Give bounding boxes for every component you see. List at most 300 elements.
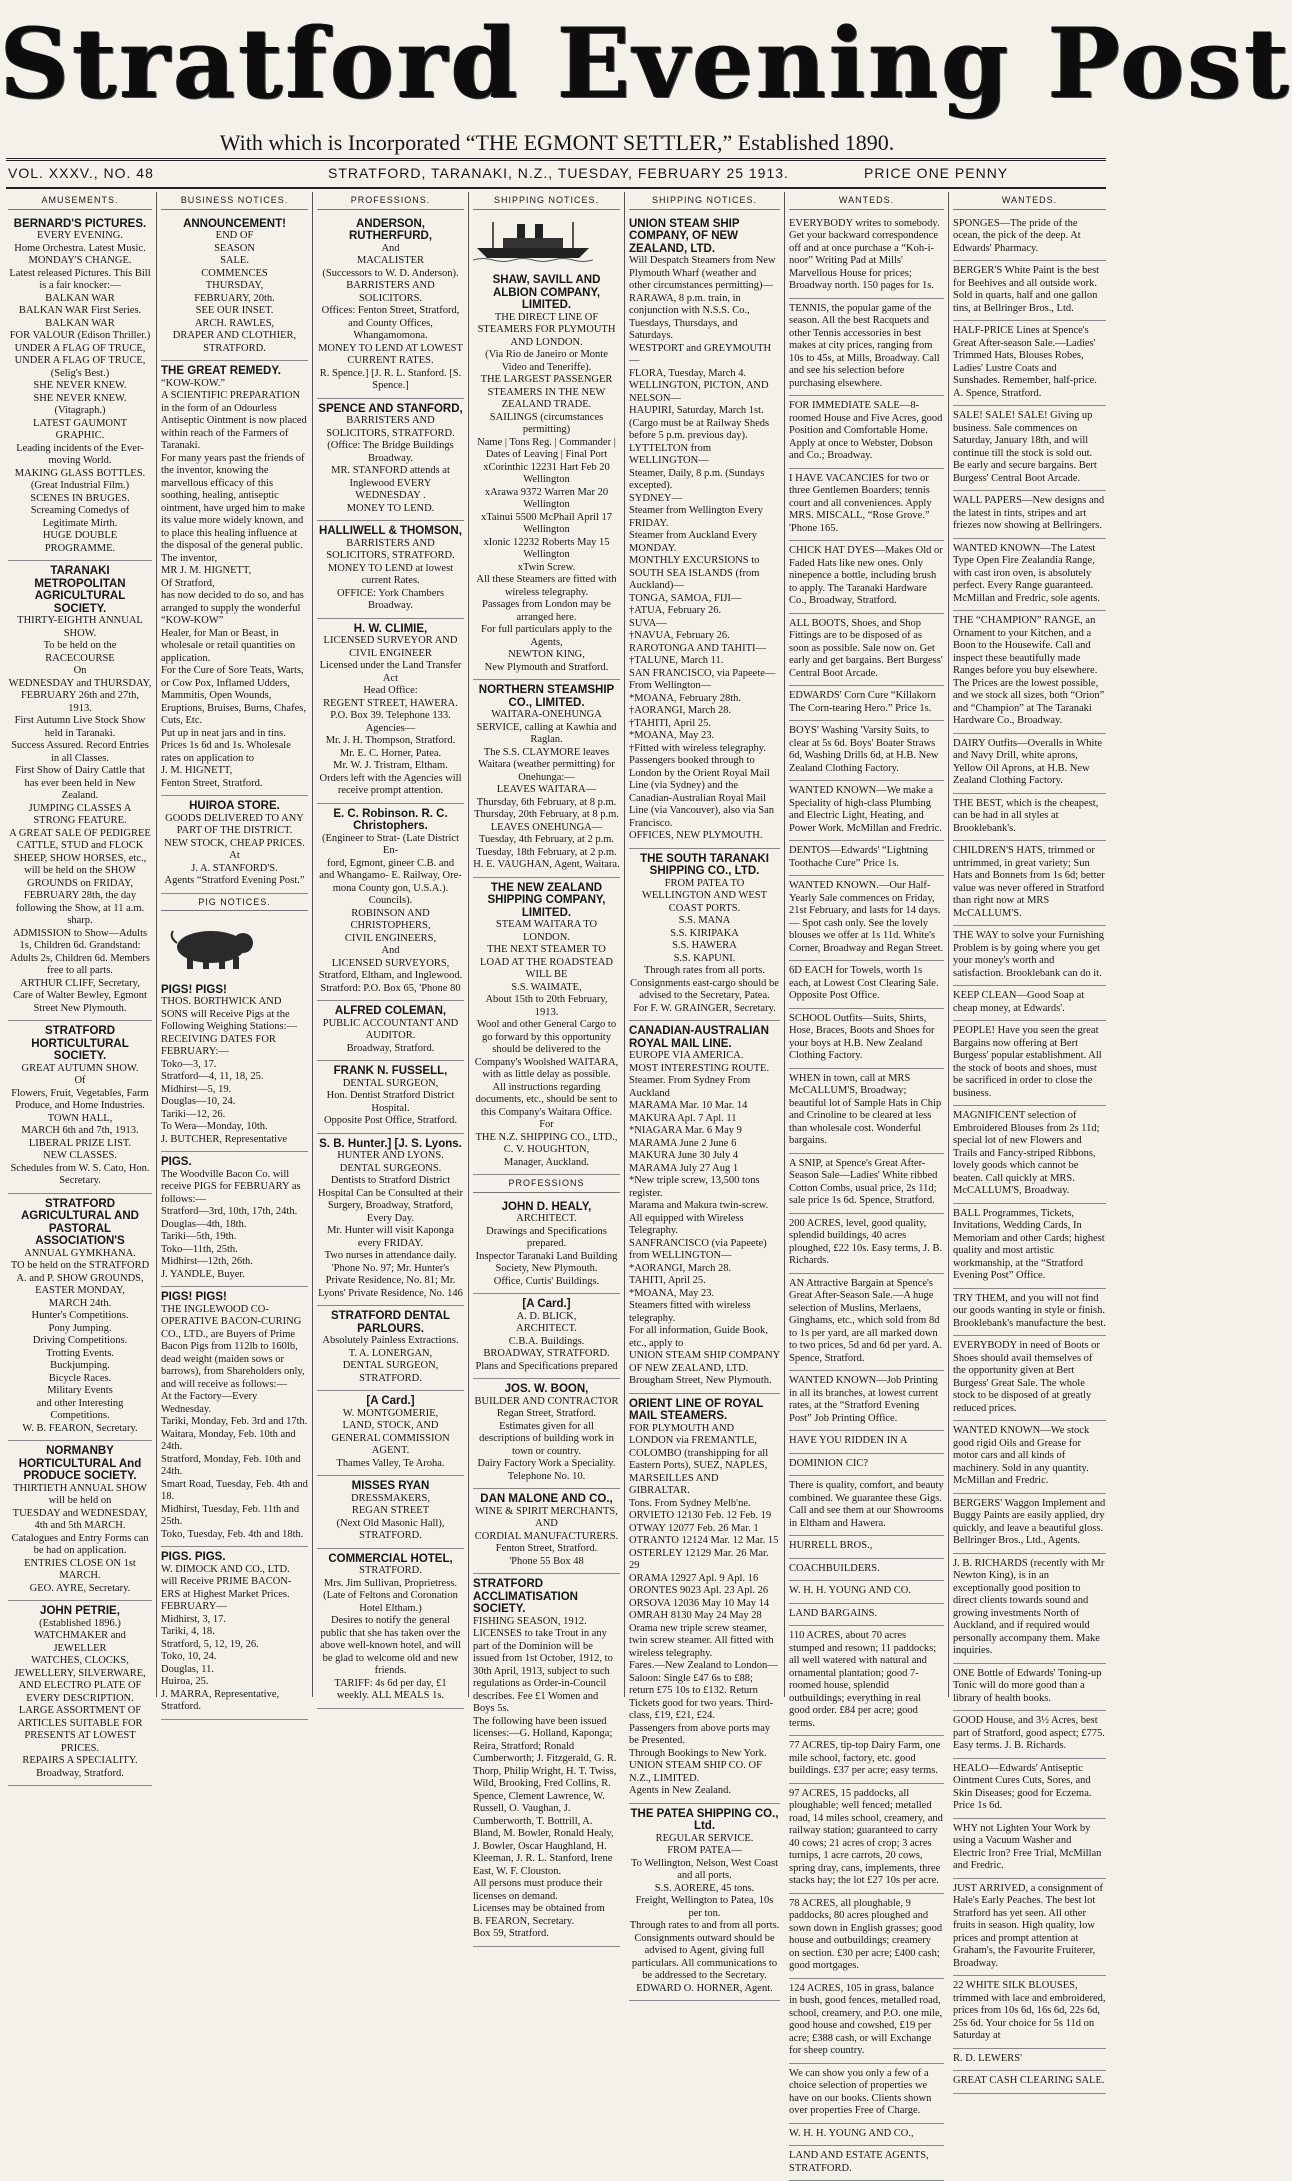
wanted-item: DOMINION CIC? xyxy=(789,1454,944,1477)
ad-line: S. B. Hunter.] [J. S. Lyons. xyxy=(317,1138,464,1151)
wanted-item: R. D. LEWERS' xyxy=(953,2049,1106,2072)
wanted-item: THE “CHAMPION” RANGE, an Ornament to your Kitchen, and a Boon to the Housewife. Call and inspect these beautifully made Ranges before you buy elsewhere. The Prices are the lowest possible, and we stock all sizes, both “Orion” and “Champion” at The Taranaki Hardware Co., Broadway. xyxy=(953,611,1106,734)
ad-john-petrie xyxy=(8,1601,152,1786)
ad-line: STRATFORD. xyxy=(317,1565,464,1578)
ad-line: †NAVUA, February 26. xyxy=(629,630,780,643)
masthead-rule xyxy=(6,158,1106,161)
ad-line: Toko—11th, 25th. xyxy=(161,1244,308,1257)
ad-line: Dentists to Stratford District Hospital Can be Consulted at their Surgery, Broadway, Stratford, Every Day. xyxy=(317,1175,464,1225)
professions-header: PROFESSIONS xyxy=(473,1177,620,1193)
ad-line: J. YANDLE, Buyer. xyxy=(161,1269,308,1282)
ad-horticultural-show xyxy=(8,1021,152,1194)
ad-line: Thames Valley, Te Aroha. xyxy=(317,1458,464,1471)
ad-line: OFFICES, NEW PLYMOUTH. xyxy=(629,830,780,843)
ad-line: LEAVES ONEHUNGA— xyxy=(473,822,620,835)
ad-line: Tuesday, 18th February, at 2 p.m. xyxy=(473,847,620,860)
ad-line: MARCH 6th and 7th, 1913. xyxy=(8,1125,152,1138)
ad-line: WELLINGTON, PICTON, AND NELSON— xyxy=(629,380,780,405)
ad-line: NEWTON KING, xyxy=(473,649,620,662)
ad-line: For xyxy=(473,1119,620,1132)
ad-anderson-rutherfurd xyxy=(317,214,464,399)
ad-line: MONEY TO LEND at lowest current Rates. xyxy=(317,563,464,588)
ad-line: CANADIAN-AUSTRALIAN ROYAL MAIL LINE. xyxy=(629,1025,780,1050)
ad-line: Orama new triple screw steamer, twin screw steamer. All fitted with wireless telegraphy. xyxy=(629,1623,780,1661)
ad-line: Toko, 10, 24. xyxy=(161,1651,308,1664)
ad-line: THE NEXT STEAMER TO LOAD AT THE ROADSTEAD WILL BE xyxy=(473,944,620,982)
wanted-item: PEOPLE! Have you seen the great Bargains now offering at Bert Burgess' popular establishment. All the stock of boots and shoes, must be sacrificed in order to close the business. xyxy=(953,1021,1106,1106)
ad-line: J. M. HIGNETT, xyxy=(161,765,308,778)
ad-misses-ryan xyxy=(317,1476,464,1549)
ad-line: THE NEW ZEALAND SHIPPING COMPANY, LIMITED. xyxy=(473,882,620,920)
wanted-item: ALL BOOTS, Shoes, and Shop Fittings are to be disposed of as soon as possible. Sale now on. Get early and get bargains. Bert Burgess' Central Boot Arcade. xyxy=(789,614,944,687)
ad-line: Smart Road, Tuesday, Feb. 4th and 18. xyxy=(161,1479,308,1504)
wanted-item: WANTED KNOWN.—Our Half-Yearly Sale commences on Friday, 21st February, and lasts for 14 days.— Spot cash only. See the lovely blouses we offer at 1s 11d. White's Corner, Broadway and Regan Street. xyxy=(789,876,944,961)
wanted-item: BERGER'S White Paint is the best for Beehives and all outside work. Sold in quarts, half and one gallon tins, at Bellringer Bros., Ltd. xyxy=(953,261,1106,321)
ad-line: DENTAL SURGEONS. xyxy=(317,1163,464,1176)
ad-line: MISSES RYAN xyxy=(317,1480,464,1493)
ad-line: A. D. BLICK, xyxy=(473,1311,620,1324)
wanted-item: BOYS' Washing 'Varsity Suits, to clear at 5s 6d. Boys' Boater Straws 6d, Washing Drills 6d, at H.B. New Zealand Clothing Factory. xyxy=(789,721,944,781)
wanted-item: DAIRY Outfits—Overalls in White and Navy Drill, white aprons, Yellow Oil Aprons, at H.B. New Zealand Clothing Factory. xyxy=(953,734,1106,794)
ad-line: Douglas—10, 24. xyxy=(161,1096,308,1109)
ad-line: SEE OUR INSET. xyxy=(161,305,308,318)
masthead xyxy=(0,0,1114,160)
ad-line: C.B.A. Buildings. xyxy=(473,1336,620,1349)
ad-line: TO be held on the STRATFORD A. and P. SHOW GROUNDS, xyxy=(8,1260,152,1285)
ad-line: NORTHERN STEAMSHIP CO., LIMITED. xyxy=(473,684,620,709)
ad-line: MARAMA July 27 Aug 1 xyxy=(629,1163,780,1176)
wanted-item: SPONGES—The pride of the ocean, the pick of the deep. At Edwards' Pharmacy. xyxy=(953,214,1106,262)
column-header: AMUSEMENTS. xyxy=(8,194,152,210)
ad-line: TARANAKI METROPOLITAN AGRICULTURAL SOCIETY. xyxy=(8,565,152,615)
ad-line: ORONTES 9023 Apl. 23 Apl. 26 xyxy=(629,1585,780,1598)
ad-line: Success Assured. Record Entries in all Classes. xyxy=(8,740,152,765)
ad-south-taranaki xyxy=(629,849,780,1022)
ad-line: MONTHLY EXCURSIONS to SOUTH SEA ISLANDS (from Auckland)— xyxy=(629,555,780,593)
ad-line: Broadway, Stratford. xyxy=(8,1768,152,1781)
ad-line: PIGS. PIGS. xyxy=(161,1551,308,1564)
ad-line: All equipped with Wireless Telegraphy. xyxy=(629,1213,780,1238)
ad-line: Screaming Comedys of Legitimate Mirth. xyxy=(8,505,152,530)
ad-line: (Next Old Masonic Hall), xyxy=(317,1518,464,1531)
ad-line: FEBRUARY— xyxy=(161,1601,308,1614)
ad-line: ROBINSON AND CHRISTOPHERS, xyxy=(317,908,464,933)
wanted-item: J. B. RICHARDS (recently with Mr Newton King), is in an exceptionally good position to direct clients towards sound and growing investments North of Auckland, and if required would personally accompany them. Make inquiries. xyxy=(953,1554,1106,1664)
ad-line: UNION STEAM SHIP COMPANY, OF NEW ZEALAND, LTD. xyxy=(629,218,780,256)
ad-agricultural-show xyxy=(8,561,152,1021)
wanted-item: WALL PAPERS—New designs and the latest in tints, stripes and art friezes now showing at Bellringers. xyxy=(953,491,1106,539)
ad-line: GREAT AUTUMN SHOW. xyxy=(8,1063,152,1076)
pig-notices-header: PIG NOTICES. xyxy=(161,896,308,912)
ad-line: HALLIWELL & THOMSON, xyxy=(317,525,464,538)
ad-line: EUROPE VIA AMERICA. xyxy=(629,1050,780,1063)
dateline xyxy=(0,163,1114,185)
ad-line: J. BUTCHER, Representative xyxy=(161,1134,308,1147)
ad-line: EVERY EVENING. xyxy=(8,230,152,243)
ad-huiroa-store xyxy=(161,796,308,894)
ad-line: MACALISTER xyxy=(317,255,464,268)
ad-line: Mr. W. J. Tristram, Eltham. xyxy=(317,760,464,773)
ad-line: Mr. J. H. Thompson, Stratford. xyxy=(317,735,464,748)
ad-line: BARRISTERS AND SOLICITORS, STRATFORD. xyxy=(317,538,464,563)
ad-line: Stratford, 5, 12, 19, 26. xyxy=(161,1639,308,1652)
wanteds-list xyxy=(789,214,944,2181)
ad-line: “KOW-KOW” xyxy=(161,615,308,628)
wanted-item: HAVE YOU RIDDEN IN A xyxy=(789,1431,944,1454)
price: PRICE ONE PENNY xyxy=(864,165,1008,181)
ad-line: Tariki—12, 26. xyxy=(161,1109,308,1122)
ad-line: REGAN STREET xyxy=(317,1505,464,1518)
ad-line: Steamer from Wellington Every FRIDAY. xyxy=(629,505,780,530)
wanted-item: WANTED KNOWN—We make a Speciality of high-class Plumbing and Electric Light, Heating, and Power Work. McMillan and Fredric. xyxy=(789,781,944,841)
ad-line: TAHITI, April 25. xyxy=(629,1275,780,1288)
ad-line: T. A. LONERGAN, xyxy=(317,1348,464,1361)
ad-line: DAN MALONE AND CO., xyxy=(473,1493,620,1506)
ad-line: FROM PATEA TO WELLINGTON AND WEST COAST PORTS. xyxy=(629,878,780,916)
ad-line: THE DIRECT LINE OF STEAMERS FOR PLYMOUTH AND LONDON. xyxy=(473,312,620,350)
wanted-item: 77 ACRES, tip-top Dairy Farm, one mile school, factory, etc. good buildings. £37 per acre; easy terms. xyxy=(789,1736,944,1784)
ad-line: Stratford, Monday, Feb. 10th and 24th. xyxy=(161,1454,308,1479)
ad-line: WESTPORT and GREYMOUTH— xyxy=(629,343,780,368)
ad-union-steam-ship xyxy=(629,214,780,849)
newspaper-title: Stratford Evening Post xyxy=(0,4,1114,124)
ad-line: RARAWA, 8 p.m. train, in conjunction with N.S.S. Co., Tuesdays, Thursdays, and Saturdays. xyxy=(629,293,780,343)
ad-inglewood-pigs xyxy=(161,1287,308,1547)
ad-line: B. FEARON, Secretary. xyxy=(473,1916,620,1929)
ad-line: RECEIVING DATES FOR FEBRUARY:— xyxy=(161,1034,308,1059)
column-header: SHIPPING NOTICES. xyxy=(629,194,780,210)
ad-line: Licenses may be obtained from xyxy=(473,1903,620,1916)
steamship-illustration xyxy=(473,218,593,262)
ad-line: BROADWAY, STRATFORD. xyxy=(473,1348,620,1361)
ad-line: Telephone No. 10. xyxy=(473,1471,620,1484)
ad-line: REGENT STREET, HAWERA. xyxy=(317,698,464,711)
wanted-item: CHICK HAT DYES—Makes Old or Faded Hats like new ones. Only ninepence a bottle, including brush to apply. The Taranaki Hardware Co., Broadway, Stratford. xyxy=(789,541,944,614)
ad-commercial-hotel xyxy=(317,1549,464,1709)
ad-line: UNION STEAM SHIP CO. OF N.Z., LIMITED. xyxy=(629,1760,780,1785)
ad-line: UNION STEAM SHIP COMPANY OF NEW ZEALAND, LTD. xyxy=(629,1350,780,1375)
ad-line: MAKURA June 30 July 4 xyxy=(629,1150,780,1163)
ad-line: S.S. HAWERA xyxy=(629,940,780,953)
ad-line: Inspector Taranaki Land Building Society, New Plymouth. xyxy=(473,1251,620,1276)
column-wanteds-1 xyxy=(784,192,948,1697)
ad-dimock-pigs xyxy=(161,1547,308,1720)
ad-line: THURSDAY, xyxy=(161,280,308,293)
ad-line: Passengers from above ports may be Presented. xyxy=(629,1723,780,1748)
ad-line: Midhirst—12th, 26th. xyxy=(161,1256,308,1269)
wanted-item: ONE Bottle of Edwards' Toning-up Tonic will do more good than a library of health books. xyxy=(953,1664,1106,1712)
ad-line: CIVIL ENGINEERS, xyxy=(317,933,464,946)
ad-line: From Wellington— xyxy=(629,680,780,693)
ad-line: Tuesday, 4th February, at 2 p.m. xyxy=(473,834,620,847)
ad-normanby-show xyxy=(8,1441,152,1601)
ad-line: ORVIETO 12130 Feb. 12 Feb. 19 xyxy=(629,1510,780,1523)
ad-line: The following have been issued licenses:—G. Holland, Kaponga; Reira, Stratford; Ronald Cumberworth; J. Fitzgerald, G. R. Thorp, Philip Wright, H. T. Twiss, Wild, Brooking, Fred Collins, R. Spence, Clement Lawrence, W. Russell, O. Vaughan, J. Cumberworth, T. Bottrill, A. Bland, M. Bowler, Ronald Healy, J. Bowler, Oscar Haughland, H. Kleeman, J. R. L. Stanford, Irene East, W. F. Clouston. xyxy=(473,1716,620,1879)
ad-kow-kow xyxy=(161,361,308,796)
ad-line: THE PATEA SHIPPING CO., Ltd. xyxy=(629,1808,780,1833)
ad-jos-boon xyxy=(473,1379,620,1489)
ad-dan-malone xyxy=(473,1489,620,1574)
wanted-item: LAND AND ESTATE AGENTS, STRATFORD. xyxy=(789,2146,944,2181)
ad-line: “KOW-KOW.” xyxy=(161,378,308,391)
ad-line: SYDNEY— xyxy=(629,493,780,506)
ad-line: (Cargo must be at Railway Sheds before 5 p.m. previous day). xyxy=(629,418,780,443)
ad-line: ARCHITECT. xyxy=(473,1323,620,1336)
wanted-item: We can show you only a few of a choice selection of properties we have on our books. Clients shown over properties Free of Charge. xyxy=(789,2064,944,2124)
ad-hunter-lyons xyxy=(317,1134,464,1307)
ad-line: H. E. VAUGHAN, Agent, Waitara. xyxy=(473,859,620,872)
ad-line: NORMANBY HORTICULTURAL And PRODUCE SOCIETY. xyxy=(8,1445,152,1483)
ad-line: †ATUA, February 26. xyxy=(629,605,780,618)
column-shipping-1 xyxy=(468,192,624,1697)
ad-line: Agents in New Zealand. xyxy=(629,1785,780,1798)
ad-line: Brougham Street, New Plymouth. xyxy=(629,1375,780,1388)
ad-line: To be held on the RACECOURSE xyxy=(8,640,152,665)
ad-line: Of xyxy=(8,1075,152,1088)
ad-line: BALKAN WAR xyxy=(8,293,152,306)
ad-line: PIGS. xyxy=(161,1156,308,1169)
ad-fussell xyxy=(317,1061,464,1134)
ad-line: To Wera—Monday, 10th. xyxy=(161,1121,308,1134)
wanted-item: THE WAY to solve your Furnishing Problem is by going where you get your money's worth and satisfaction. Brooklebank can do it. xyxy=(953,926,1106,986)
ad-john-healy xyxy=(473,1197,620,1295)
ad-line: FEBRUARY, 20th. xyxy=(161,293,308,306)
ad-line: PUBLIC ACCOUNTANT AND AUDITOR. xyxy=(317,1018,464,1043)
ad-line: LEAVES WAITARA— xyxy=(473,784,620,797)
ad-line: (Selig's Best.) xyxy=(8,368,152,381)
ad-line: Offices: Fenton Street, Stratford, and County Offices, Whangamomona. xyxy=(317,305,464,343)
ad-line: NEW CLASSES. xyxy=(8,1150,152,1163)
wanted-item: MAGNIFICENT selection of Embroidered Blouses from 2s 11d; special lot of new Flowers and Trails and Fancy-striped Ribbons, lovely goods which cannot be beaten. Call quickly at MRS. McCALLUM'S, Broadway. xyxy=(953,1106,1106,1204)
ad-line: MARAMA June 2 June 6 xyxy=(629,1138,780,1151)
ad-line: Driving Competitions. xyxy=(8,1335,152,1348)
ad-line: MOST INTERESTING ROUTE. xyxy=(629,1063,780,1076)
ad-line: Thursday, 20th February, at 8 p.m. xyxy=(473,809,620,822)
ad-line: DRESSMAKERS, xyxy=(317,1493,464,1506)
ad-line: Healer, for Man or Beast, in wholesale or retail quantities on application. xyxy=(161,628,308,666)
ad-line: (Office: The Bridge Buildings Broadway. xyxy=(317,440,464,465)
ad-line: LICENSES to take Trout in any part of the Dominion will be issued from 1st October, 1912, to 30th April, 1913, subject to such regulations as Order-in-Council describes. Fee £1 Women and Boys 5s. xyxy=(473,1628,620,1716)
ad-line: A SCIENTIFIC PREPARATION in the form of an Odourless Antiseptic Ointment is now placed within reach of the Farmers of Taranaki. xyxy=(161,390,308,453)
ad-line: (Established 1896.) xyxy=(8,1618,152,1631)
ad-line: MARAMA Mar. 10 Mar. 14 xyxy=(629,1100,780,1113)
ad-line: STRATFORD. xyxy=(317,1530,464,1543)
wanted-item: EDWARDS' Corn Cure “Killakorn The Corn-tearing Hero.” Price 1s. xyxy=(789,686,944,721)
ad-line: ARCHITECT. xyxy=(473,1213,620,1226)
ad-line: Wool and other General Cargo to go forward by this opportunity should be delivered to the Company's Woolshed WAITARA, with as little delay as possible. xyxy=(473,1019,620,1082)
ad-line: (Vitagraph.) xyxy=(8,405,152,418)
ad-line: Steamers fitted with wireless telegraphy. xyxy=(629,1300,780,1325)
ad-line: NEW STOCK, CHEAP PRICES. xyxy=(161,838,308,851)
ad-line: xIonic 12232 Roberts May 15 Wellington xyxy=(473,537,620,562)
ad-line: mona County gon, U.S.A.). xyxy=(317,883,464,896)
place-date: STRATFORD, TARANAKI, N.Z., TUESDAY, FEBRUARY 25 1913. xyxy=(328,165,789,181)
ad-line: Opposite Post Office, Stratford. xyxy=(317,1115,464,1128)
ad-line: Flowers, Fruit, Vegetables, Farm Produce, and Home Industries. xyxy=(8,1088,152,1113)
ad-line: R. Spence.] [J. R. L. Stanford. [S. Spence.] xyxy=(317,368,464,393)
ad-line: Broadway, Stratford. xyxy=(317,1043,464,1056)
ad-line: GEO. AYRE, Secretary. xyxy=(8,1583,152,1596)
ad-line: All instructions regarding documents, etc., should be sent to this Company's Waitara Office. xyxy=(473,1082,620,1120)
ad-line: E. C. Robinson. R. C. Christophers. xyxy=(317,808,464,833)
ad-line: DENTAL SURGEON, STRATFORD. xyxy=(317,1360,464,1385)
ad-line: HAUPIRI, Saturday, March 1st. xyxy=(629,405,780,418)
ad-line: Will Despatch Steamers from New Plymouth Wharf (weather and other circumstances permitting)— xyxy=(629,255,780,293)
ad-line: Put up in neat jars and in tins. Prices 1s 6d and 1s. Wholesale rates on application to xyxy=(161,728,308,766)
ad-patea-shipping xyxy=(629,1804,780,2002)
ad-line: Manager, Auckland. xyxy=(473,1157,620,1170)
ad-line: Latest released Pictures. This Bill is a fair knocker:— xyxy=(8,268,152,293)
ad-line: Pony Jumping. xyxy=(8,1323,152,1336)
wanted-item: WHY not Lighten Your Work by using a Vacuum Washer and Electric Iron? Free Trial, McMillan and Fredric. xyxy=(953,1819,1106,1879)
wanted-item: 110 ACRES, about 70 acres stumped and resown; 11 paddocks; all well watered with natural and ornamental plantation; good 7-roomed house, splendid outbuildings; everything in real good order. £84 per acre; good terms. xyxy=(789,1626,944,1736)
column-header: WANTEDS. xyxy=(953,194,1106,210)
ad-line: S.S. WAIMATE, xyxy=(473,982,620,995)
ad-line: DRAPER AND CLOTHIER, xyxy=(161,330,308,343)
ad-line: AND xyxy=(473,1518,620,1531)
ad-line: For the Cure of Sore Teats, Warts, or Cow Pox, Inflamed Udders, Mammitis, Open Wounds, Eruptions, Bruises, Burns, Chafes, Cuts, Etc. xyxy=(161,665,308,728)
wanted-item: HURRELL BROS., xyxy=(789,1536,944,1559)
ad-line: MONEY TO LEND AT LOWEST CURRENT RATES. xyxy=(317,343,464,368)
ad-line: Stratford—3rd, 10th, 17th, 24th. xyxy=(161,1206,308,1219)
ad-line: WATCHES, CLOCKS, JEWELLERY, SILVERWARE, AND ELECTRO PLATE OF EVERY DESCRIPTION. xyxy=(8,1655,152,1705)
ad-line: SHAW, SAVILL AND ALBION COMPANY, LIMITED. xyxy=(473,274,620,312)
ad-line: Mrs. Jim Sullivan, Proprietress. xyxy=(317,1578,464,1591)
ad-line: Stratford: P.O. Box 65, 'Phone 80 xyxy=(317,983,464,996)
ad-line: Steamer. From Sydney From Auckland xyxy=(629,1075,780,1100)
ad-line: GOODS DELIVERED TO ANY PART OF THE DISTRICT. xyxy=(161,813,308,838)
wanted-item: WANTED KNOWN—We stock good rigid Oils and Grease for motor cars and all kinds of machinery. Sold in any quantity. McMillan and Fredric. xyxy=(953,1421,1106,1494)
wanted-item: GREAT CASH CLEARING SALE. xyxy=(953,2071,1106,2094)
ad-line: THE INGLEWOOD CO-OPERATIVE BACON-CURING CO., LTD., are Buyers of Prime Bacon Pigs from 112lb to 160lb, dead weight (maiden sows or barrows), from Shareholders only, and will receive as follows:— xyxy=(161,1304,308,1392)
wanted-item: A SNIP, at Spence's Great After-Season Sale—Ladies' White ribbed Cotton Combs, usual price, 2s 11d; sale price 1s 6d. Spence, Stratford. xyxy=(789,1154,944,1214)
ad-line: CORDIAL MANUFACTURERS. xyxy=(473,1531,620,1544)
ad-line: xTainui 5500 McPhail April 17 Wellington xyxy=(473,512,620,537)
ad-line: (Engineer to Strat- (Late District En- xyxy=(317,833,464,858)
wanted-item: CHILDREN'S HATS, trimmed or untrimmed, in great variety; Sun Hats and Bonnets from 1s 6d; better value was never offered in Stratford than right now at MRS McCALLUM'S. xyxy=(953,841,1106,926)
ad-line: And xyxy=(317,243,464,256)
ad-line: *MOANA, May 23. xyxy=(629,1288,780,1301)
wanted-item: THE BEST, which is the cheapest, can be had in all styles at Brooklebank's. xyxy=(953,794,1106,842)
ad-line: †TALUNE, March 11. xyxy=(629,655,780,668)
ad-line: BUILDER AND CONTRACTOR xyxy=(473,1396,620,1409)
ad-line: (Successors to W. D. Anderson). xyxy=(317,268,464,281)
ad-line: STRATFORD ACCLIMATISATION SOCIETY. xyxy=(473,1578,620,1616)
ad-line: THE N.Z. SHIPPING CO., LTD., xyxy=(473,1132,620,1145)
ad-line: SCENES IN BRUGES. xyxy=(8,493,152,506)
ad-line: LAND, STOCK, AND GENERAL COMMISSION AGENT. xyxy=(317,1420,464,1458)
ad-line: W. MONTGOMERIE, xyxy=(317,1408,464,1421)
ad-line: The Woodville Bacon Co. will receive PIGS for FEBRUARY as follows:— xyxy=(161,1169,308,1207)
pig-illustration xyxy=(161,919,261,971)
ad-line: xCorinthic 12231 Hart Feb 20 Wellington xyxy=(473,462,620,487)
ad-robinson-christophers xyxy=(317,804,464,1002)
wanted-item: I HAVE VACANCIES for two or three Gentlemen Boarders; tennis court and all conveniences. Apply MRS. MISCALL, “Rose Grove.” 'Phone 165. xyxy=(789,469,944,542)
wanted-item: WANTED KNOWN—The Latest Type Open Fire Zealandia Range, with cast iron oven, is absolutely perfect. Every Range guaranteed. McMillan and Fredric, sole agents. xyxy=(953,539,1106,612)
ad-line: To Wellington, Nelson, West Coast and all ports. xyxy=(629,1858,780,1883)
ad-line: Name | Tons Reg. | Commander | Dates of Leaving | Final Port xyxy=(473,437,620,462)
ad-line: Of Stratford, xyxy=(161,578,308,591)
ad-line: H. W. CLIMIE, xyxy=(317,623,464,636)
ad-line: OMRAH 8130 May 24 May 28 xyxy=(629,1610,780,1623)
ad-orient-line xyxy=(629,1394,780,1804)
ad-line: MONDAY'S CHANGE. xyxy=(8,255,152,268)
ad-line: Steamer from Auckland Every MONDAY. xyxy=(629,530,780,555)
ad-line: LIBERAL PRIZE LIST. xyxy=(8,1138,152,1151)
ad-line: W. B. FEARON, Secretary. xyxy=(8,1423,152,1436)
ad-line: FROM PATEA— xyxy=(629,1845,780,1858)
ad-line: Councils). xyxy=(317,895,464,908)
ad-line: REGULAR SERVICE. xyxy=(629,1833,780,1846)
ad-line: SAN FRANCISCO, via Papeete— xyxy=(629,668,780,681)
ad-line: (Via Rio de Janeiro or Monte Video and Teneriffe). xyxy=(473,349,620,374)
ad-line: Toko—3, 17. xyxy=(161,1059,308,1072)
ad-line: ANNUAL GYMKHANA. xyxy=(8,1248,152,1261)
ad-line: HUGE DOUBLE PROGRAMME. xyxy=(8,530,152,555)
ad-line: Military Events xyxy=(8,1385,152,1398)
ad-line: Fenton Street, Stratford. xyxy=(473,1543,620,1556)
ad-line: C. V. HOUGHTON, xyxy=(473,1144,620,1157)
ad-line: WEDNESDAY and THURSDAY, FEBRUARY 26th and 27th, 1913. xyxy=(8,678,152,716)
ad-shaw-savill xyxy=(473,270,620,680)
ad-line: WAITARA-ONEHUNGA SERVICE, calling at Kawhia and Raglan. xyxy=(473,709,620,747)
ad-line: LATEST GAUMONT GRAPHIC. xyxy=(8,418,152,443)
ad-line: Through rates from all ports. Consignments east-cargo should be advised to the Secretary, Patea. xyxy=(629,965,780,1003)
wanted-item: W. H. H. YOUNG AND CO. xyxy=(789,1581,944,1604)
ad-canadian-australian xyxy=(629,1021,780,1394)
ad-line: ANNOUNCEMENT! xyxy=(161,218,308,231)
ad-line: Absolutely Painless Extractions. xyxy=(317,1335,464,1348)
wanted-item: 22 WHITE SILK BLOUSES, trimmed with lace and embroidered, prices from 10s 6d, 16s 6d, 22s 6d, 25s 6d. Your choice for 5s 11d on Saturday at xyxy=(953,1976,1106,2049)
ad-line: Huiroa, 25. xyxy=(161,1676,308,1689)
ad-line: SPENCE AND STANFORD, xyxy=(317,403,464,416)
ad-line: RAROTONGA AND TAHITI— xyxy=(629,643,780,656)
ad-line: THOS. BORTHWICK AND SONS will Receive Pigs at the Following Weighing Stations:— xyxy=(161,996,308,1034)
ad-line: PIGS! PIGS! xyxy=(161,1291,308,1304)
wanted-item: KEEP CLEAN—Good Soap at cheap money, at Edwards'. xyxy=(953,986,1106,1021)
ad-line: 'Phone 55 Box 48 xyxy=(473,1556,620,1569)
ad-line: BERNARD'S PICTURES. xyxy=(8,218,152,231)
ad-line: Dairy Factory Work a Speciality. xyxy=(473,1458,620,1471)
ad-line: Toko, Tuesday, Feb. 4th and 18th. xyxy=(161,1529,308,1542)
ad-line: Passages from London may be arranged here. xyxy=(473,599,620,624)
ad-line: FLORA, Tuesday, March 4. xyxy=(629,368,780,381)
ad-line: THE SOUTH TARANAKI SHIPPING CO., LTD. xyxy=(629,853,780,878)
ad-line: Agents “Stratford Evening Post.” xyxy=(161,875,308,888)
ad-line: SHE NEVER KNEW. xyxy=(8,380,152,393)
ad-line: †Fitted with wireless telegraphy. xyxy=(629,743,780,756)
wanted-item: LAND BARGAINS. xyxy=(789,1604,944,1627)
ad-line: LARGE ASSORTMENT OF ARTICLES SUITABLE FOR PRESENTS AT LOWEST PRICES. xyxy=(8,1705,152,1755)
ad-line: ARTHUR CLIFF, Secretary, xyxy=(8,978,152,991)
ad-halliwell-thomson xyxy=(317,521,464,619)
ad-line: Agencies— xyxy=(317,723,464,736)
ad-line: [A Card.] xyxy=(473,1298,620,1311)
ad-line: BARRISTERS AND SOLICITORS. xyxy=(317,280,464,305)
ad-line: ORAMA 12927 Apl. 9 Apl. 16 xyxy=(629,1573,780,1586)
ad-line: Desires to notify the general public that she has taken over the above well-known hotel, and will be glad to welcome old and new friends. xyxy=(317,1615,464,1678)
ad-line: Tariki—5th, 19th. xyxy=(161,1231,308,1244)
ad-line: For F. W. GRAINGER, Secretary. xyxy=(629,1003,780,1016)
ad-line: HUIROA STORE. xyxy=(161,800,308,813)
ad-line: ADMISSION to Show—Adults 1s, Children 6d. Grandstand: Adults 2s, Children 6d. Members free to all parts. xyxy=(8,928,152,978)
wanted-item: DENTOS—Edwards' “Lightning Toothache Cure” Price 1s. xyxy=(789,841,944,876)
ad-line: STRATFORD. xyxy=(161,343,308,356)
ad-line: FRANK N. FUSSELL, xyxy=(317,1065,464,1078)
ad-line: Drawings and Specifications prepared. xyxy=(473,1226,620,1251)
ad-line: HUNTER AND LYONS. xyxy=(317,1150,464,1163)
column-shipping-2 xyxy=(624,192,784,1697)
